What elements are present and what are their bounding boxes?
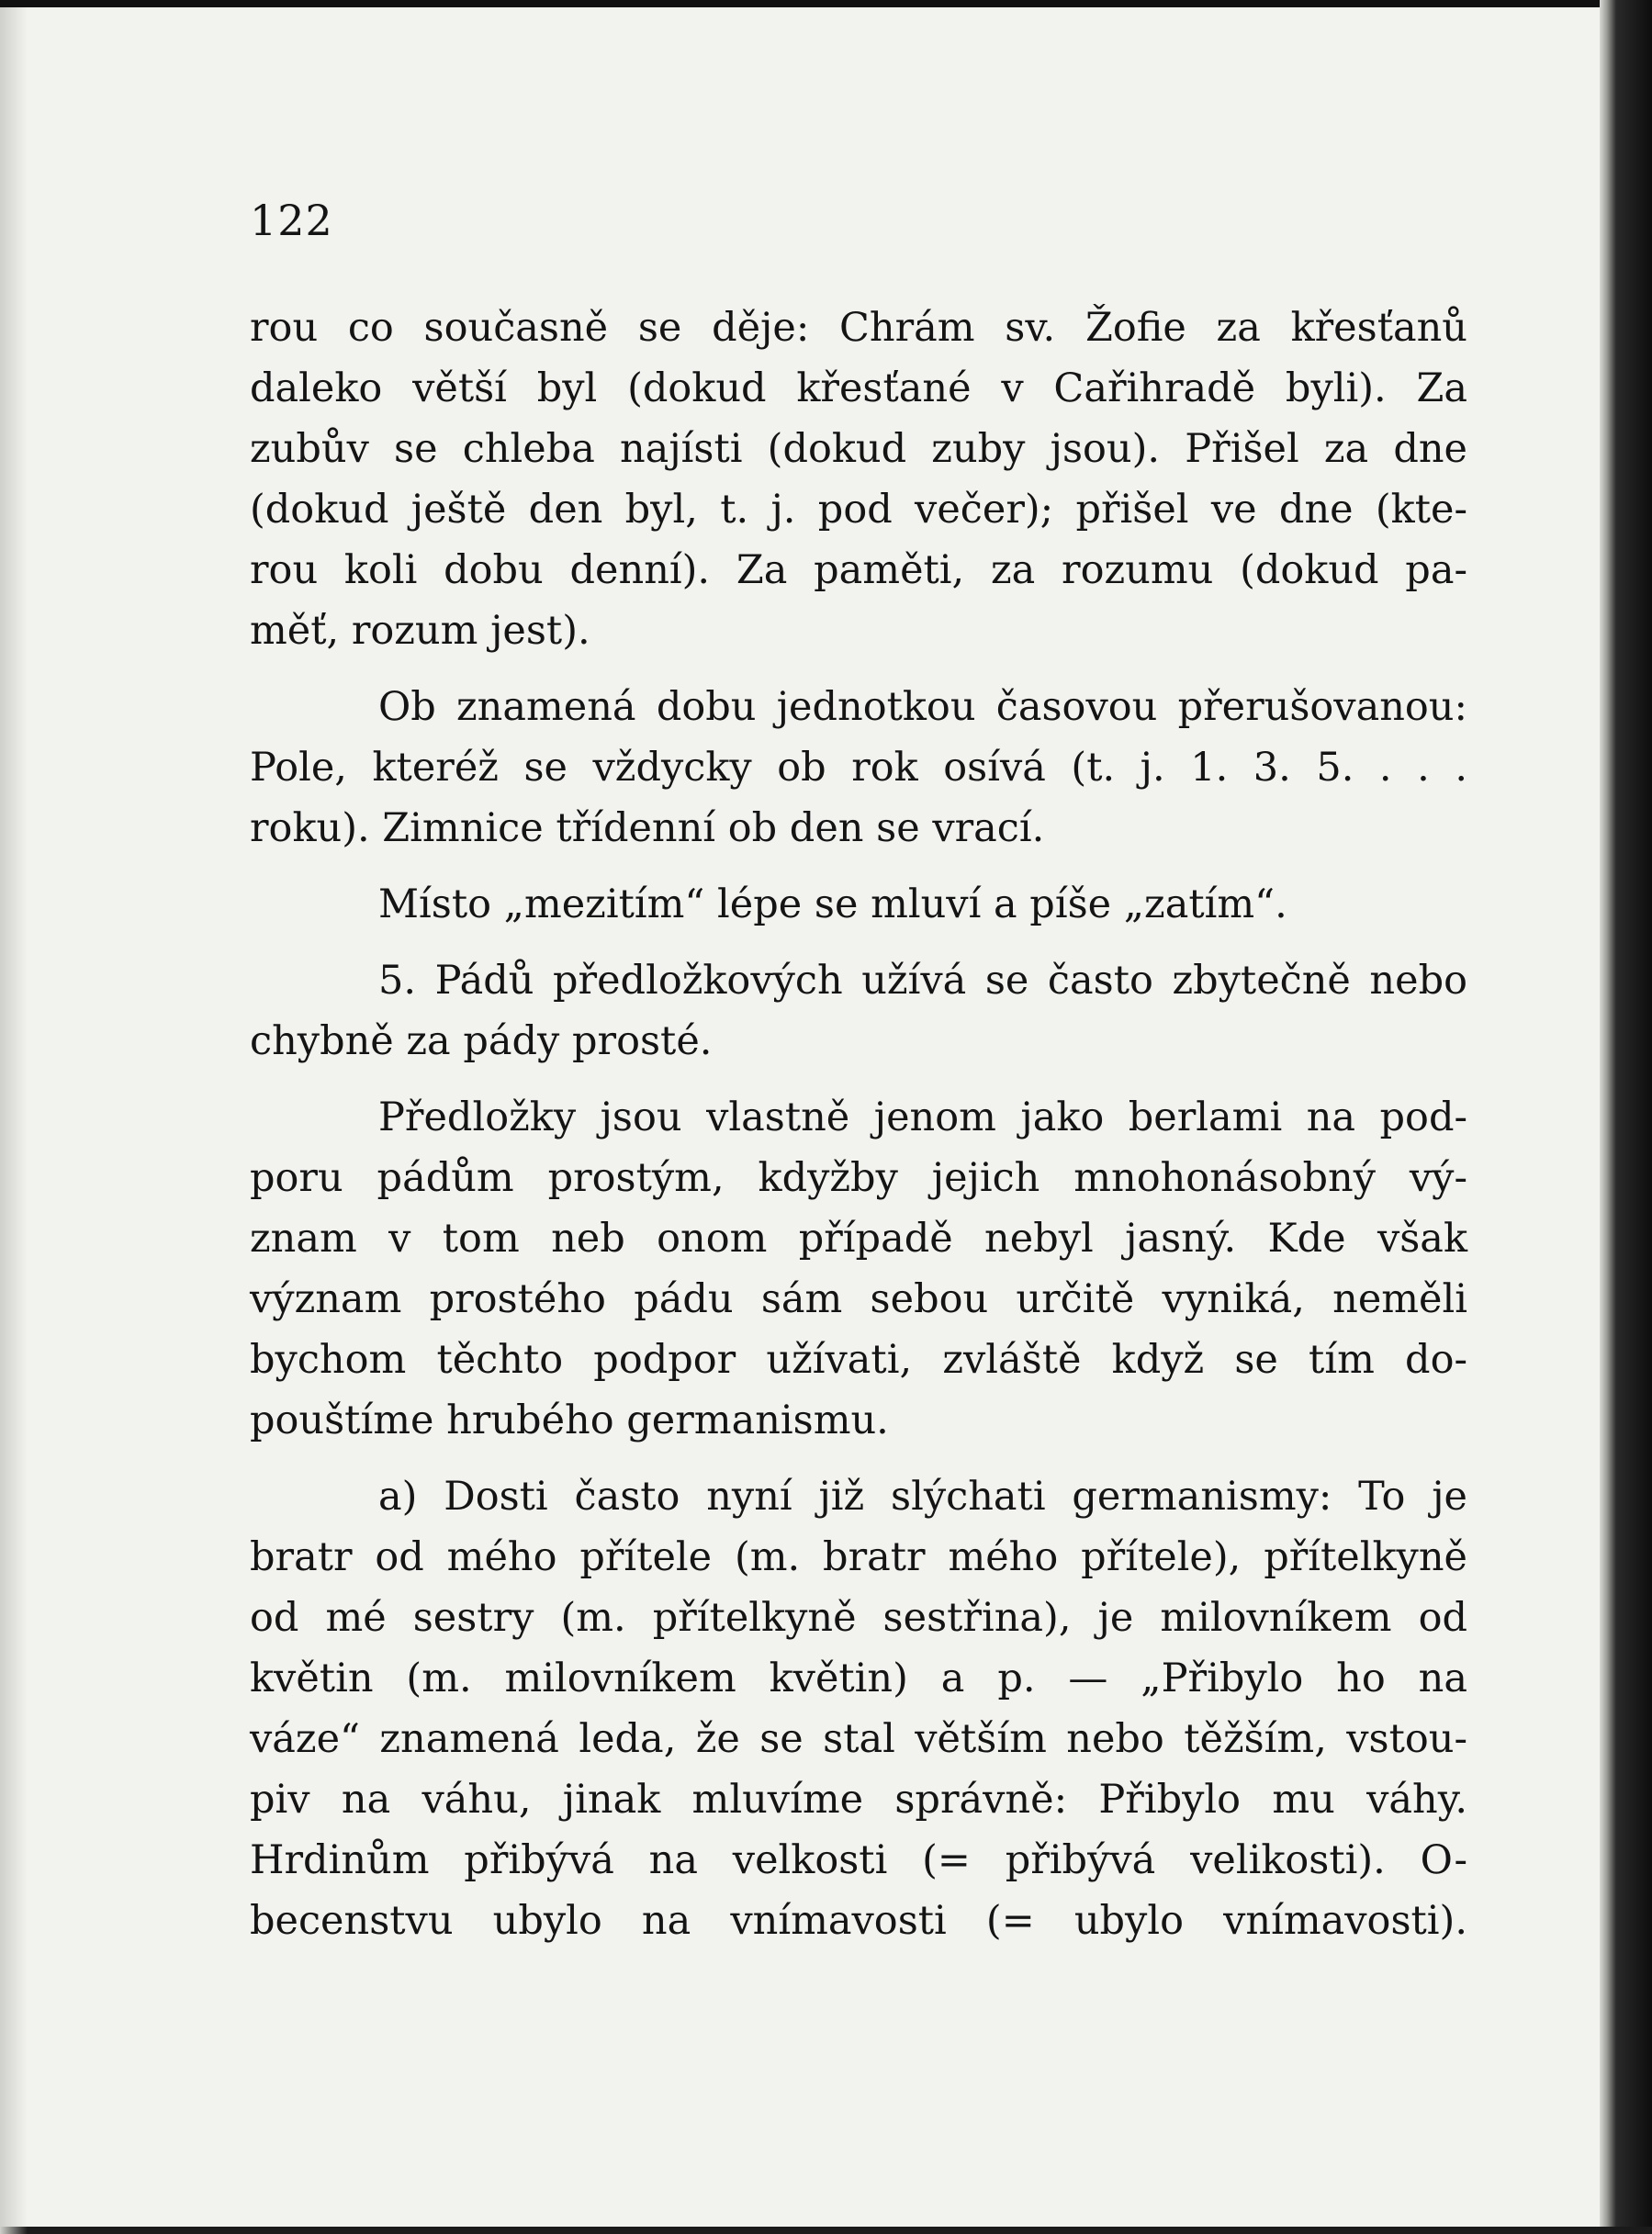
text-line: bratr od mého přítele (m. bratr mého přítele), přítelkyně	[250, 1534, 1467, 1580]
body-text	[250, 297, 1467, 1967]
text-line: becenstvu ubylo na vnímavosti (= ubylo vnímavosti).	[250, 1898, 1467, 1944]
text-line: bychom těchto podpor užívati, zvláště když se tím do-	[250, 1337, 1467, 1383]
text-line: květin (m. milovníkem květin) a p. — „Přibylo ho na	[250, 1656, 1467, 1701]
paragraph	[250, 677, 1467, 859]
text-line: zubův se chleba najísti (dokud zuby jsou). Přišel za dne	[250, 426, 1467, 472]
text-line: poru pádům prostým, kdyžby jejich mnohonásobný vý-	[250, 1155, 1467, 1201]
text-line: rou koli dobu denní). Za paměti, za rozumu (dokud pa-	[250, 547, 1467, 593]
text-line: Pole, kteréž se vždycky ob rok osívá (t. j. 1. 3. 5. . . .	[250, 745, 1467, 791]
text-line: Hrdinům přibývá na velkosti (= přibývá velikosti). O-	[250, 1837, 1467, 1883]
text-line: chybně za pády prosté.	[250, 1018, 713, 1064]
text-line: Ob znamená dobu jednotkou časovou přerušovanou:	[378, 684, 1467, 730]
text-line: Místo „mezitím“ lépe se mluví a píše „zatím“.	[378, 881, 1287, 927]
text-line: (dokud ještě den byl, t. j. pod večer); přišel ve dne (kte-	[250, 487, 1467, 533]
text-line: Předložky jsou vlastně jenom jako berlami na pod-	[378, 1095, 1467, 1140]
text-line: od mé sestry (m. přítelkyně sestřina), je milovníkem od	[250, 1595, 1467, 1641]
text-line: znam v tom neb onom případě nebyl jasný. Kde však	[250, 1216, 1467, 1262]
paragraph	[250, 874, 1467, 935]
text-line: piv na váhu, jinak mluvíme správně: Přibylo mu váhy.	[250, 1777, 1467, 1823]
paragraph	[250, 297, 1467, 661]
text-line: pouštíme hrubého germanismu.	[250, 1398, 889, 1443]
page-edge-shadow	[1600, 0, 1652, 2227]
text-line: daleko větší byl (dokud křesťané v Cařihradě byli). Za	[250, 365, 1467, 411]
page-number: 122	[250, 196, 333, 245]
text-line: význam prostého pádu sám sebou určitě vyniká, neměli	[250, 1276, 1467, 1322]
text-line: měť, rozum jest).	[250, 608, 590, 654]
gutter-shadow	[0, 7, 28, 2234]
text-line: 5. Pádů předložkových užívá se často zbytečně nebo	[378, 958, 1467, 1004]
text-line: a) Dosti často nyní již slýchati germanismy: To je	[378, 1474, 1467, 1520]
paragraph	[250, 950, 1467, 1072]
text-line: roku). Zimnice třídenní ob den se vrací.	[250, 805, 1045, 851]
paragraph	[250, 1466, 1467, 1951]
paragraph	[250, 1087, 1467, 1451]
text-line: rou co současně se děje: Chrám sv. Žofie za křesťanů	[250, 305, 1467, 351]
text-line: váze“ znamená leda, že se stal větším nebo těžším, vstou-	[250, 1716, 1467, 1762]
